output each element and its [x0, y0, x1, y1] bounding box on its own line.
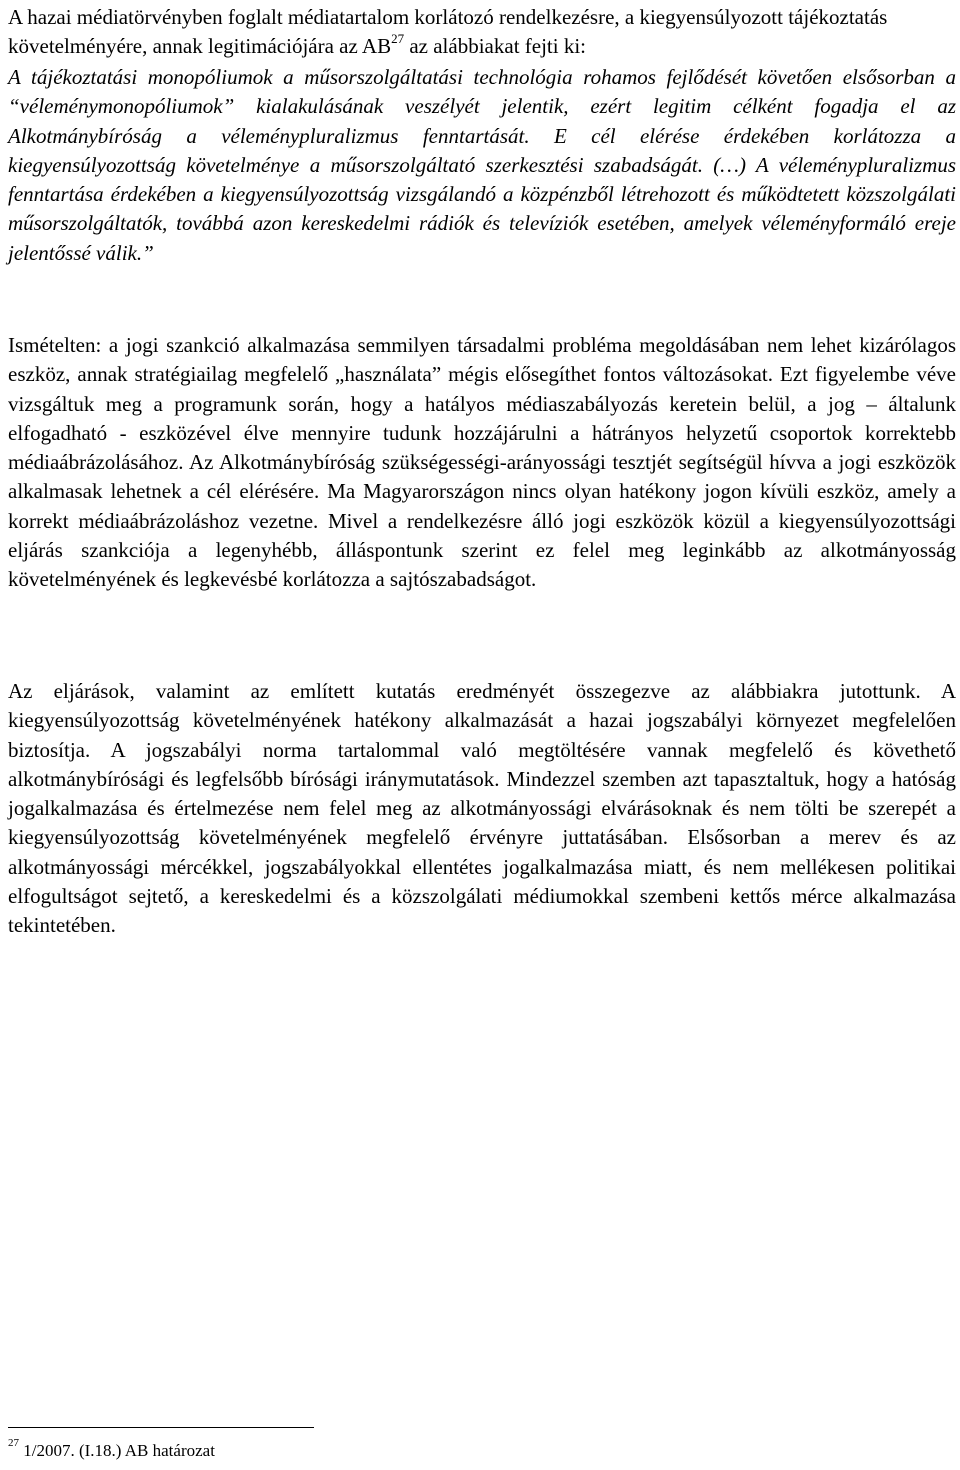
- footnote-text: 1/2007. (I.18.) AB határozat: [19, 1441, 215, 1460]
- intro-text: A hazai médiatörvényben foglalt médiatartalom korlátozó rendelkezésre, a kiegyensúlyozott tájékoztatás követelményére, annak legitimációjára az AB: [8, 5, 888, 58]
- footnote: [8, 1437, 215, 1462]
- footnote-reference: 27: [391, 31, 405, 46]
- body-paragraph-conclusion: Az eljárások, valamint az említett kutatás eredményét összegezve az alábbiakra jutottunk. A kiegyensúlyozottság követelményének hatékony alkalmazását a hazai jogszabályi környezet megfelelően biztosítja. A jogszabályi norma tartalommal való megtöltésére vannak megfelelő és követhető alkotmánybírósági és legfelsőbb bírósági iránymutatások. Mindezzel szemben azt tapasztaltuk, hogy a hatóság jogalkalmazása és értelmezése nem felel meg az alkotmányossági elvárásoknak és nem tölti be szerepét a kiegyensúlyozottság követelményének megfelelő érvényre juttatásában. Elsősorban a merev és az alkotmányossági mércékkel, jogszabályokkal ellentétes jogalkalmazása miatt, és nem mellékesen politikai elfogultságot sejtető, a kereskedelmi és a közszolgálati médiumokkal szembeni kettős mérce alkalmazása tekintetében.: [8, 679, 956, 938]
- intro-sentence: [8, 3, 953, 61]
- court-quote: A tájékoztatási monopóliumok a műsorszolgáltatási technológia rohamos fejlődését követően elsősorban a “véleménymonopóliumok” kialakulásának veszélyét jelentik, ezért legitim célként fogadja el az Alkotmánybíróság a véleménypluralizmus fenntartását. E cél elérése érdekében korlátozza a kiegyensúlyozottság követelménye a műsorszolgáltató szerkesztési szabadságát. (…) A véleménypluralizmus fenntartása érdekében a kiegyensúlyozottság vizsgálandó a közpénzből létrehozott és működtetett közszolgálati műsorszolgáltatók, továbbá azon kereskedelmi rádiók és televíziók esetében, amelyek véleményformáló ereje jelentőssé válik.”: [8, 65, 956, 265]
- footnote-number: 27: [8, 1437, 19, 1450]
- footnote-divider: [8, 1427, 314, 1428]
- intro-text-end: az alábbiakat fejti ki:: [404, 34, 587, 58]
- body-paragraph: Ismételten: a jogi szankció alkalmazása semmilyen társadalmi probléma megoldásában nem lehet kizárólagos eszköz, annak stratégiailag megfelelő „használata” mégis elősegíthet fontos változásokat. Ezt figyelembe véve vizsgáltuk meg a programunk során, hogy a hatályos médiaszabályozás keretein belül, a jog – általunk elfogadható - eszközével élve mennyire tudunk hozzájárulni a hátrányos helyzetű csoportok korrektebb médiaábrázolásához. Az Alkotmánybíróság szükségességi-arányossági tesztjét segítségül hívva a jogi eszközök alkalmasak lehetnek a cél elérésére. Ma Magyarországon nincs olyan hatékony jogon kívüli eszköz, amely a korrekt médiaábrázoláshoz vezetne. Mivel a rendelkezésre álló jogi eszközök közül a kiegyensúlyozottsági eljárás szankciója a legenyhébb, álláspontunk szerint ez felel meg leginkább az alkotmányosság követelményének és legkevésbé korlátozza a sajtószabadságot.: [8, 333, 956, 592]
